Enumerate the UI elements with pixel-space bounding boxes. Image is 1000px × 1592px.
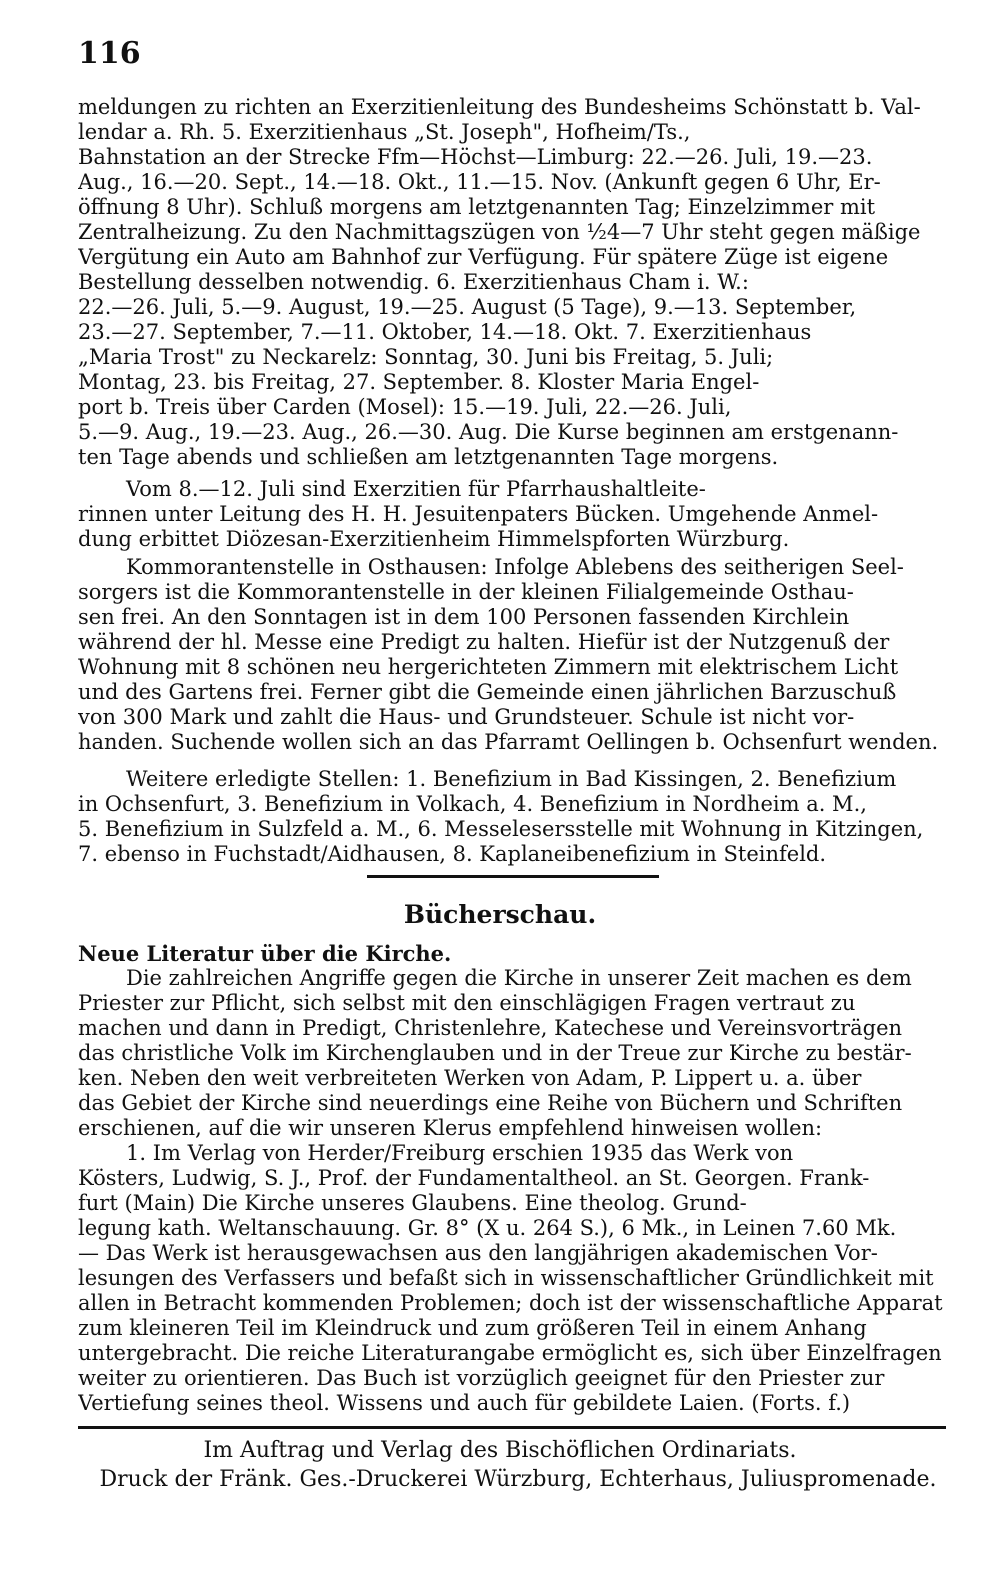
- text-line: zum kleineren Teil im Kleindruck und zum größeren Teil in einem Anhang: [78, 1316, 867, 1340]
- text-line: — Das Werk ist herausgewachsen aus den langjährigen akademischen Vor-: [78, 1241, 878, 1265]
- text-line: dung erbittet Diözesan-Exerzitienheim Himmelspforten Würzburg.: [78, 527, 790, 551]
- buecherschau-paragraph: [78, 966, 954, 1416]
- text-line: Weitere erledigte Stellen: 1. Benefizium in Bad Kissingen, 2. Benefizium: [126, 767, 897, 791]
- text-line: weiter zu orientieren. Das Buch ist vorzüglich geeignet für den Priester zur: [78, 1366, 885, 1390]
- text-line: in Ochsenfurt, 3. Benefizium in Volkach, 4. Benefizium in Nordheim a. M.,: [78, 792, 867, 816]
- section-divider: [367, 875, 659, 878]
- buecherschau-heading: Bücherschau.: [403, 900, 597, 929]
- text-line: 1. Im Verlag von Herder/Freiburg erschien 1935 das Werk von: [126, 1141, 794, 1165]
- text-line: erschienen, auf die wir unseren Klerus empfehlend hinweisen wollen:: [78, 1116, 823, 1140]
- text-line: ken. Neben den weit verbreiteten Werken von Adam, P. Lippert u. a. über: [78, 1066, 862, 1090]
- text-line: Bahnstation an der Strecke Ffm—Höchst—Limburg: 22.—26. Juli, 19.—23.: [78, 145, 873, 169]
- text-line: „Maria Trost" zu Neckarelz: Sonntag, 30. Juni bis Freitag, 5. Juli;: [78, 345, 774, 369]
- pfarrhaushalt-exerzitien-paragraph: [78, 477, 954, 552]
- text-line: handen. Suchende wollen sich an das Pfarramt Oellingen b. Ochsenfurt wenden.: [78, 730, 939, 754]
- text-line: rinnen unter Leitung des H. H. Jesuitenpaters Bücken. Umgehende Anmel-: [78, 502, 879, 526]
- text-line: Kommorantenstelle in Osthausen: Infolge Ablebens des seitherigen Seel-: [126, 555, 904, 579]
- text-line: das Gebiet der Kirche sind neuerdings eine Reihe von Büchern und Schriften: [78, 1091, 903, 1115]
- text-line: allen in Betracht kommenden Problemen; doch ist der wissenschaftliche Apparat: [78, 1291, 943, 1315]
- text-line: 23.—27. September, 7.—11. Oktober, 14.—18. Okt. 7. Exerzitienhaus: [78, 320, 812, 344]
- text-line: und des Gartens frei. Ferner gibt die Gemeinde einen jährlichen Barzuschuß: [78, 680, 897, 704]
- text-line: lesungen des Verfassers und befaßt sich in wissenschaftlicher Gründlichkeit mit: [78, 1266, 934, 1290]
- text-line: Die zahlreichen Angriffe gegen die Kirche in unserer Zeit machen es dem: [126, 966, 912, 990]
- text-line: untergebracht. Die reiche Literaturangabe ermöglicht es, sich über Einzelfragen: [78, 1341, 942, 1365]
- kommorantenstelle-paragraph: [78, 555, 954, 755]
- text-line: port b. Treis über Carden (Mosel): 15.—19. Juli, 22.—26. Juli,: [78, 395, 732, 419]
- text-line: sen frei. An den Sonntagen ist in dem 100 Personen fassenden Kirchlein: [78, 605, 850, 629]
- text-line: Kösters, Ludwig, S. J., Prof. der Fundamentaltheol. an St. Georgen. Frank-: [78, 1166, 870, 1190]
- text-line: 5. Benefizium in Sulzfeld a. M., 6. Messelesersstelle mit Wohnung in Kitzingen,: [78, 817, 924, 841]
- text-line: Vergütung ein Auto am Bahnhof zur Verfügung. Für spätere Züge ist eigene: [78, 245, 889, 269]
- text-line: 22.—26. Juli, 5.—9. August, 19.—25. August (5 Tage), 9.—13. September,: [78, 295, 857, 319]
- text-line: Bestellung desselben notwendig. 6. Exerzitienhaus Cham i. W.:: [78, 270, 749, 294]
- footer-publisher-line: Im Auftrag und Verlag des Bischöflichen Ordinariats.: [203, 1438, 797, 1463]
- text-line: furt (Main) Die Kirche unseres Glaubens. Eine theolog. Grund-: [78, 1191, 747, 1215]
- text-line: sorgers ist die Kommorantenstelle in der kleinen Filialgemeinde Osthau-: [78, 580, 854, 604]
- weitere-stellen-paragraph: [78, 767, 954, 867]
- neue-literatur-subheading: Neue Literatur über die Kirche.: [78, 941, 452, 966]
- text-line: Aug., 16.—20. Sept., 14.—18. Okt., 11.—15. Nov. (Ankunft gegen 6 Uhr, Er-: [78, 170, 881, 194]
- text-line: machen und dann in Predigt, Christenlehre, Katechese und Vereinsvorträgen: [78, 1016, 903, 1040]
- text-line: Vertiefung seines theol. Wissens und auch für gebildete Laien. (Forts. f.): [78, 1391, 851, 1415]
- text-line: Wohnung mit 8 schönen neu hergerichteten Zimmern mit elektrischem Licht: [78, 655, 899, 679]
- text-line: das christliche Volk im Kirchenglauben und in der Treue zur Kirche zu bestär-: [78, 1041, 912, 1065]
- text-line: 5.—9. Aug., 19.—23. Aug., 26.—30. Aug. Die Kurse beginnen am erstgenann-: [78, 420, 899, 444]
- text-line: meldungen zu richten an Exerzitienleitung des Bundesheims Schönstatt b. Val-: [78, 95, 921, 119]
- text-line: lendar a. Rh. 5. Exerzitienhaus „St. Joseph", Hofheim/Ts.,: [78, 120, 691, 144]
- footer-printer-line: Druck der Fränk. Ges.-Druckerei Würzburg, Echterhaus, Juliuspromenade.: [99, 1467, 937, 1492]
- text-line: öffnung 8 Uhr). Schluß morgens am letztgenannten Tag; Einzelzimmer mit: [78, 195, 876, 219]
- text-line: Priester zur Pflicht, sich selbst mit den einschlägigen Fragen vertraut zu: [78, 991, 856, 1015]
- text-line: von 300 Mark und zahlt die Haus- und Grundsteuer. Schule ist nicht vor-: [78, 705, 855, 729]
- footer-divider: [78, 1426, 946, 1429]
- text-line: Zentralheizung. Zu den Nachmittagszügen von ½4—7 Uhr steht gegen mäßige: [78, 220, 921, 244]
- text-line: Montag, 23. bis Freitag, 27. September. 8. Kloster Maria Engel-: [78, 370, 760, 394]
- text-line: 7. ebenso in Fuchstadt/Aidhausen, 8. Kaplaneibenefizium in Steinfeld.: [78, 842, 827, 866]
- text-line: legung kath. Weltanschauung. Gr. 8° (X u. 264 S.), 6 Mk., in Leinen 7.60 Mk.: [78, 1216, 897, 1240]
- exerzitien-schedule-paragraph: [78, 95, 954, 470]
- text-line: ten Tage abends und schließen am letztgenannten Tage morgens.: [78, 445, 779, 469]
- text-line: Vom 8.—12. Juli sind Exerzitien für Pfarrhaushaltleite-: [126, 477, 706, 501]
- text-line: während der hl. Messe eine Predigt zu halten. Hiefür ist der Nutzgenuß der: [78, 630, 890, 654]
- page-number: 116: [78, 36, 141, 71]
